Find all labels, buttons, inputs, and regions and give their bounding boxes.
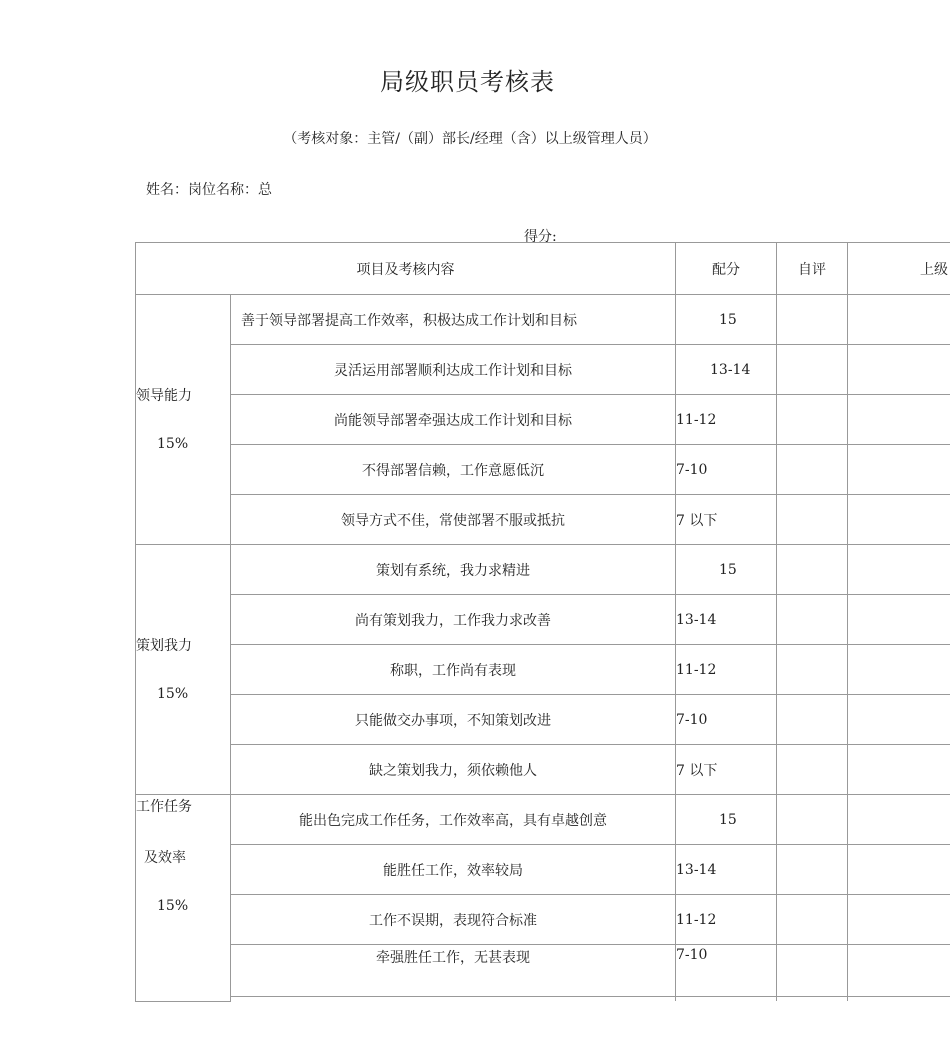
document-subtitle: （考核对象：主管/（副）部长/经理（含）以上级管理人员）	[283, 131, 657, 147]
category-name: 领导能力	[136, 387, 192, 404]
self-eval-cell[interactable]	[777, 345, 848, 395]
criterion-cell: 称职，工作尚有表现	[231, 645, 676, 695]
self-eval-cell[interactable]	[777, 395, 848, 445]
table-row	[136, 945, 950, 997]
criterion-cell: 牵强胜任工作，无甚表现	[231, 945, 676, 997]
superior-eval-cell[interactable]	[848, 395, 950, 445]
self-eval-cell[interactable]	[777, 495, 848, 545]
category-cell	[136, 795, 231, 1002]
points-cell: 7-10	[676, 445, 777, 495]
points-cell: 15	[676, 295, 777, 345]
category-name-line2: 及效率	[144, 850, 186, 866]
points-cell: 11-12	[676, 895, 777, 945]
superior-eval-cell[interactable]	[848, 495, 950, 545]
criterion-cell: 只能做交办事项，不知策划改进	[231, 695, 676, 745]
criterion-cell: 尚有策划我力，工作我力求改善	[231, 595, 676, 645]
criterion-cell: 不得部署信赖，工作意愿低沉	[231, 445, 676, 495]
blank-cell	[777, 997, 848, 1002]
document-title: 局级职员考核表	[380, 68, 555, 96]
points-cell: 15	[676, 795, 777, 845]
superior-eval-cell[interactable]	[848, 945, 950, 997]
superior-eval-cell[interactable]	[848, 545, 950, 595]
self-eval-cell[interactable]	[777, 845, 848, 895]
category-name-line1: 工作任务	[136, 799, 192, 815]
table-row-cut	[136, 997, 950, 1002]
category-weight: 15%	[157, 685, 189, 702]
blank-cell	[848, 997, 950, 1002]
table-row	[136, 445, 950, 495]
superior-eval-cell[interactable]	[848, 595, 950, 645]
points-cell: 11-12	[676, 645, 777, 695]
criterion-cell: 尚能领导部署牵强达成工作计划和目标	[231, 395, 676, 445]
criterion-cell: 灵活运用部署顺利达成工作计划和目标	[231, 345, 676, 395]
table-row	[136, 895, 950, 945]
table-row	[136, 845, 950, 895]
self-eval-cell[interactable]	[777, 295, 848, 345]
points-cell: 15	[676, 545, 777, 595]
category-name: 策划我力	[136, 637, 192, 654]
points-cell: 13-14	[676, 595, 777, 645]
blank-cell	[676, 997, 777, 1002]
criterion-cell: 工作不误期，表现符合标准	[231, 895, 676, 945]
table-row	[136, 645, 950, 695]
points-cell: 7 以下	[676, 495, 777, 545]
self-eval-cell[interactable]	[777, 945, 848, 997]
self-eval-cell[interactable]	[777, 695, 848, 745]
criterion-cell: 领导方式不佳，常使部署不服或抵抗	[231, 495, 676, 545]
name-position-line: 姓名：岗位名称：总	[146, 182, 272, 198]
table-row	[136, 345, 950, 395]
category-weight: 15%	[157, 898, 189, 914]
superior-eval-cell[interactable]	[848, 745, 950, 795]
superior-eval-cell[interactable]	[848, 845, 950, 895]
table-header-row	[136, 243, 950, 295]
header-points: 配分	[676, 243, 777, 295]
superior-eval-cell[interactable]	[848, 895, 950, 945]
superior-eval-cell[interactable]	[848, 695, 950, 745]
table-row	[136, 745, 950, 795]
criterion-cell: 策划有系统，我力求精进	[231, 545, 676, 595]
superior-eval-cell[interactable]	[848, 645, 950, 695]
self-eval-cell[interactable]	[777, 795, 848, 845]
points-cell: 13-14	[676, 845, 777, 895]
table-row	[136, 595, 950, 645]
self-eval-cell[interactable]	[777, 745, 848, 795]
criterion-cell: 缺之策划我力，须依赖他人	[231, 745, 676, 795]
criterion-cell: 能出色完成工作任务，工作效率高，具有卓越创意	[231, 795, 676, 845]
self-eval-cell[interactable]	[777, 545, 848, 595]
criterion-cell: 能胜任工作，效率较局	[231, 845, 676, 895]
category-cell	[136, 295, 231, 545]
points-cell: 13-14	[676, 345, 777, 395]
superior-eval-cell[interactable]	[848, 445, 950, 495]
points-cell: 7 以下	[676, 745, 777, 795]
table-row	[136, 545, 950, 595]
criterion-cell: 善于领导部署提高工作效率，积极达成工作计划和目标	[231, 295, 676, 345]
evaluation-table	[135, 242, 950, 1002]
header-self: 自评	[777, 243, 848, 295]
header-superior: 上级	[848, 243, 950, 295]
self-eval-cell[interactable]	[777, 645, 848, 695]
table-row	[136, 295, 950, 345]
table-row	[136, 495, 950, 545]
superior-eval-cell[interactable]	[848, 295, 950, 345]
points-cell: 11-12	[676, 395, 777, 445]
table-row	[136, 795, 950, 845]
self-eval-cell[interactable]	[777, 445, 848, 495]
points-cell: 7-10	[676, 945, 777, 997]
header-items: 项目及考核内容	[136, 243, 676, 295]
category-cell	[136, 545, 231, 795]
table-row	[136, 695, 950, 745]
score-label: 得分:	[524, 229, 557, 245]
category-weight: 15%	[157, 435, 189, 452]
blank-cell	[231, 997, 676, 1002]
superior-eval-cell[interactable]	[848, 795, 950, 845]
self-eval-cell[interactable]	[777, 595, 848, 645]
self-eval-cell[interactable]	[777, 895, 848, 945]
superior-eval-cell[interactable]	[848, 345, 950, 395]
points-cell: 7-10	[676, 695, 777, 745]
table-row	[136, 395, 950, 445]
